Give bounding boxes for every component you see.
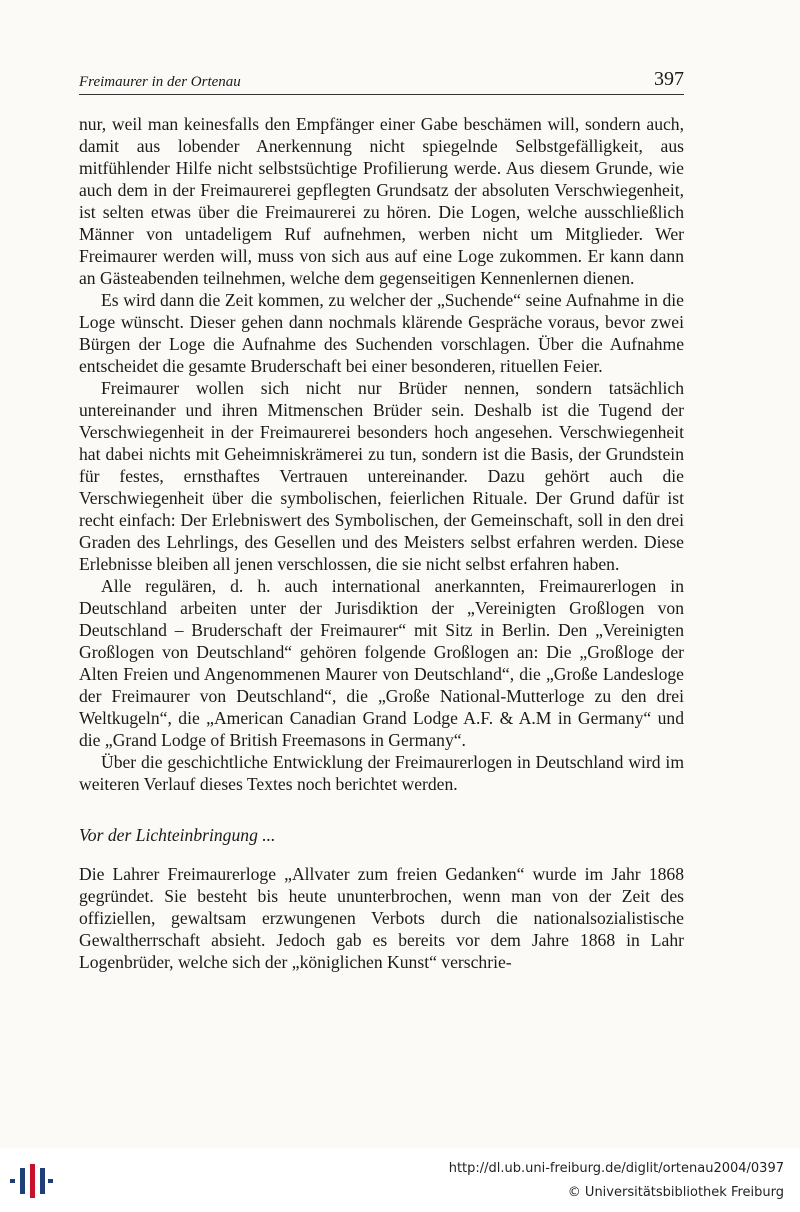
paragraph: nur, weil man keinesfalls den Empfänger einer Gabe beschämen will, sondern auch, damit aus lobender Anerkennung nicht spiegelnde Selbstgefälligkeit, aus mitfühlender Hilfe nicht selbstsüchtige Profilierung werde. Aus diesem Grunde, wie auch dem in der Freimaurerei gepflegten Grundsatz der absoluten Verschwiegenheit, ist selten etwas über die Freimaurerei zu hören. Die Logen, welche ausschließlich Männer von untadeligem Ruf aufnehmen, werben nicht um Mitglieder. Wer Freimaurer werden will, muss von sich aus auf eine Loge zukommen. Er kann dann an Gästeabenden teilnehmen, welche dem gegenseitigen Kennenlernen dienen.: [79, 114, 684, 288]
body-text: [79, 113, 684, 973]
running-header-title: Freimaurer in der Ortenau: [79, 74, 241, 90]
paragraph: Alle regulären, d. h. auch international anerkannten, Freimaurerlogen in Deutschland arbeiten unter der Jurisdiktion der „Vereinigten Großlogen von Deutschland – Bruderschaft der Freimaurer“ mit Sitz in Berlin. Den „Vereinigten Großlogen von Deutschland“ gehören folgende Großlogen an: Die „Großloge der Alten Freien und Angenommenen Maurer von Deutschland“, die „Große Landesloge der Freimaurer von Deutschland“, die „Große National-Mutterloge zu den drei Weltkugeln“, die „American Canadian Grand Lodge A.F. & A.M in Germany“ und die „Grand Lodge of British Freemasons in Germany“.: [79, 576, 684, 750]
footer-copyright: © Universitätsbibliothek Freiburg: [567, 1185, 784, 1200]
footer-url-link[interactable]: http://dl.ub.uni-freiburg.de/diglit/ortenau2004/0397: [448, 1161, 784, 1176]
ub-freiburg-logo-icon: [8, 1164, 54, 1198]
page-number: 397: [654, 68, 684, 90]
running-header: [79, 68, 684, 92]
paragraph: Freimaurer wollen sich nicht nur Brüder nennen, sondern tatsächlich untereinander und ihren Mitmenschen Brüder sein. Deshalb ist die Tugend der Verschwiegenheit in der Freimaurerei besonders hoch angesehen. Verschwiegenheit hat dabei nichts mit Geheimniskrämerei zu tun, sondern ist die Basis, der Grundstein für festes, ernsthaftes Vertrauen untereinander. Dazu gehört auch die Verschwiegenheit über die symbolischen, feierlichen Rituale. Der Grund dafür ist recht einfach: Der Erlebniswert des Symbolischen, der Gemeinschaft, soll in den drei Graden des Lehrlings, des Gesellen und des Meisters selbst erfahren werden. Diese Erlebnisse bleiben all jenen verschlossen, die sie nicht selbst erfahren haben.: [79, 378, 684, 574]
header-rule: [79, 94, 684, 95]
footer-bar: [0, 1148, 800, 1212]
paragraph: Über die geschichtliche Entwicklung der Freimaurerlogen in Deutschland wird im weiteren Verlauf dieses Textes noch berichtet werden.: [79, 752, 684, 794]
paragraph: Es wird dann die Zeit kommen, zu welcher der „Suchende“ seine Aufnahme in die Loge wünscht. Dieser gehen dann nochmals klärende Gespräche voraus, bevor zwei Bürgen der Loge die Aufnahme des Suchenden vorschlagen. Über die Aufnahme entscheidet die gesamte Bruderschaft bei einer besonderen, rituellen Feier.: [79, 290, 684, 376]
section-heading: Vor der Lichteinbringung ...: [79, 825, 276, 845]
paragraph: Die Lahrer Freimaurerloge „Allvater zum freien Gedanken“ wurde im Jahr 1868 gegründet. Sie besteht bis heute ununterbrochen, wenn man von der Zeit des offiziellen, gewaltsam erzwungenen Verbots durch die nationalsozialistische Gewaltherrschaft absieht. Jedoch gab es bereits vor dem Jahre 1868 in Lahr Logenbrüder, welche sich der „königlichen Kunst“ verschrie-: [79, 864, 684, 972]
